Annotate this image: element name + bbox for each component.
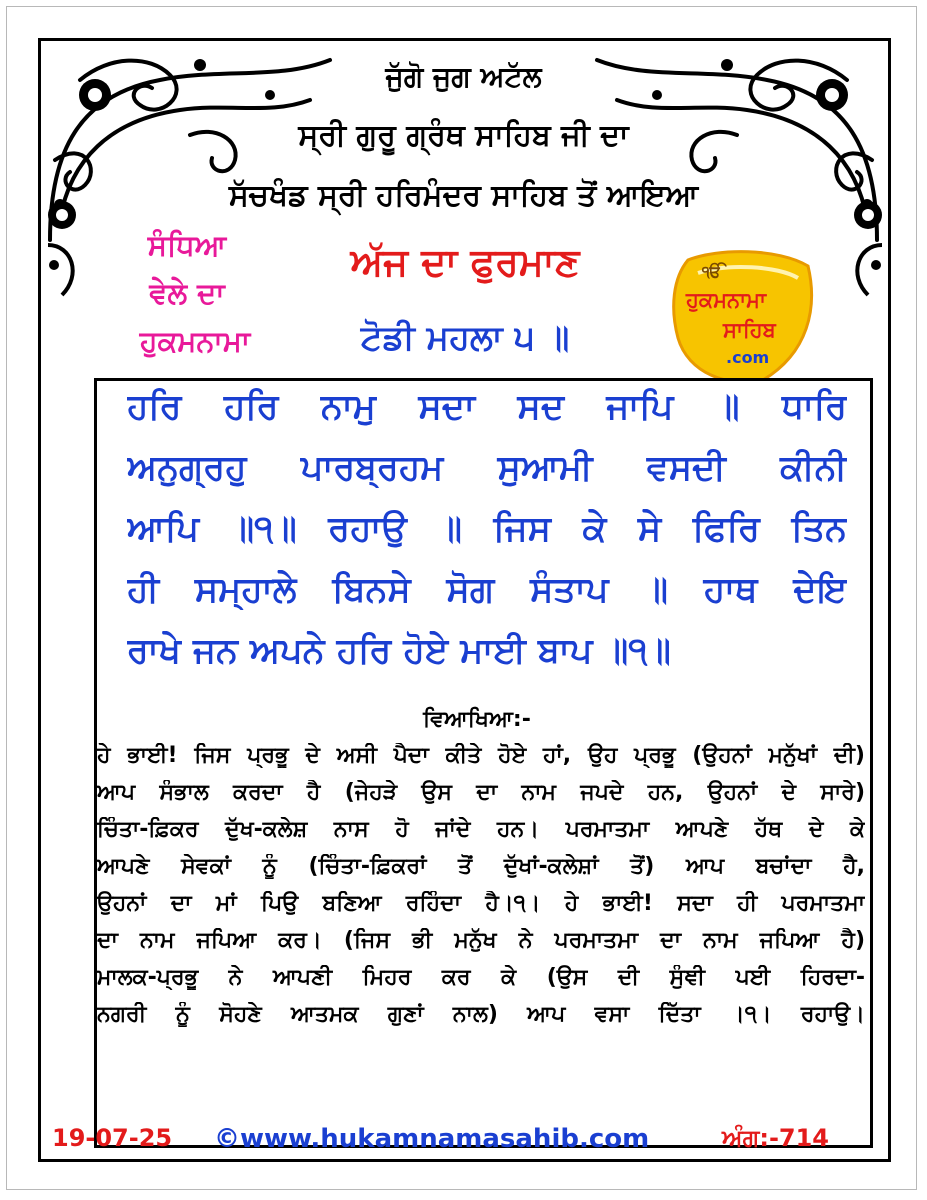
- explanation-line-6: ਦਾ ਨਾਮ ਜਪਿਆ ਕਰ। (ਜਿਸ ਭੀ ਮਨੁੱਖ ਨੇ ਪਰਮਾਤਮਾ ਦਾ ਨਾਮ ਜਪਿਆ ਹੈ): [97, 928, 865, 953]
- explanation-line-1: ਹੇ ਭਾਈ! ਜਿਸ ਪ੍ਰਭੂ ਦੇ ਅਸੀ ਪੈਦਾ ਕੀਤੇ ਹੋਏ ਹਾਂ, ਉਹ ਪ੍ਰਭੂ (ਉਹਨਾਂ ਮਨੁੱਖਾਂ ਦੀ): [97, 743, 865, 768]
- verse-line-2: ਅਨੁਗ੍ਰਹੁ ਪਾਰਬ੍ਰਹਮ ਸੁਆਮੀ ਵਸਦੀ ਕੀਨੀ: [127, 448, 847, 488]
- header-line-2: ਸ੍ਰੀ ਗੁਰੂ ਗ੍ਰੰਥ ਸਾਹਿਬ ਜੀ ਦਾ: [298, 118, 629, 153]
- logo-text-line-1: ਹੁਕਮਨਾਮਾ: [686, 288, 766, 312]
- header-line-1: ਜੁੱਗੋ ਜੁਗ ਅਟੱਲ: [385, 60, 542, 93]
- verse-line-3: ਆਪਿ ॥੧॥ ਰਹਾਉ ॥ ਜਿਸ ਕੇ ਸੇ ਫਿਰਿ ਤਿਨ: [127, 509, 847, 549]
- hukamnama-content-box: [94, 378, 873, 1148]
- evening-label-line-3: ਹੁਕਮਨਾਮਾ: [139, 324, 251, 358]
- logo-ik-onkar: ੴ: [702, 262, 722, 281]
- footer-ang-number: ਅੰਗ:-714: [722, 1124, 830, 1152]
- logo-text-line-3: .com: [726, 348, 770, 367]
- explanation-line-5: ਉਹਨਾਂ ਦਾ ਮਾਂ ਪਿਉ ਬਣਿਆ ਰਹਿੰਦਾ ਹੈ।੧। ਹੇ ਭਾਈ! ਸਦਾ ਹੀ ਪਰਮਾਤਮਾ: [97, 891, 865, 916]
- hukamnama-logo: [668, 248, 818, 388]
- evening-label-line-2: ਵੇਲੇ ਦਾ: [149, 276, 225, 310]
- header-line-3: ਸੱਚਖੰਡ ਸ੍ਰੀ ਹਰਿਮੰਦਰ ਸਾਹਿਬ ਤੋਂ ਆਇਆ: [228, 178, 699, 213]
- explanation-heading: ਵਿਆਖਿਆ:-: [423, 707, 531, 732]
- explanation-line-7: ਮਾਲਕ-ਪ੍ਰਭੂ ਨੇ ਆਪਣੀ ਮਿਹਰ ਕਰ ਕੇ (ਉਸ ਦੀ ਸੁੰਞੀ ਪਈ ਹਿਰਦਾ-: [97, 965, 865, 990]
- verse-line-1: ਹਰਿ ਹਰਿ ਨਾਮੁ ਸਦਾ ਸਦ ਜਾਪਿ ॥ ਧਾਰਿ: [127, 387, 847, 427]
- page-title: ਅੱਜ ਦਾ ਫੁਰਮਾਣ: [350, 240, 580, 284]
- verse-line-5: ਰਾਖੇ ਜਨ ਅਪਨੇ ਹਰਿ ਹੋਏ ਮਾਈ ਬਾਪ ॥੧॥: [127, 631, 671, 671]
- explanation-line-8: ਨਗਰੀ ਨੂੰ ਸੋਹਣੇ ਆਤਮਕ ਗੁਣਾਂ ਨਾਲ) ਆਪ ਵਸਾ ਦਿੱਤਾ ।੧। ਰਹਾਉ।: [97, 1002, 865, 1027]
- explanation-line-2: ਆਪ ਸੰਭਾਲ ਕਰਦਾ ਹੈ (ਜੇਹੜੇ ਉਸ ਦਾ ਨਾਮ ਜਪਦੇ ਹਨ, ਉਹਨਾਂ ਦੇ ਸਾਰੇ): [97, 780, 865, 805]
- footer-website-link[interactable]: ©www.hukamnamasahib.com: [214, 1124, 650, 1154]
- verse-line-4: ਹੀ ਸਮ੍ਹਾਲੇ ਬਿਨਸੇ ਸੋਗ ਸੰਤਾਪ ॥ ਹਾਥ ਦੇਇ: [127, 570, 847, 610]
- logo-text-line-2: ਸਾਹਿਬ: [723, 318, 776, 342]
- evening-label-line-1: ਸੰਧਿਆ: [147, 228, 227, 262]
- raag-title: ਟੋਡੀ ਮਹਲਾ ੫ ॥: [360, 318, 570, 358]
- explanation-line-3: ਚਿੰਤਾ-ਫ਼ਿਕਰ ਦੁੱਖ-ਕਲੇਸ਼ ਨਾਸ ਹੋ ਜਾਂਦੇ ਹਨ। ਪਰਮਾਤਮਾ ਆਪਣੇ ਹੱਥ ਦੇ ਕੇ: [97, 817, 865, 842]
- footer-date: 19-07-25: [52, 1124, 173, 1152]
- explanation-line-4: ਆਪਣੇ ਸੇਵਕਾਂ ਨੂੰ (ਚਿੰਤਾ-ਫ਼ਿਕਰਾਂ ਤੋਂ ਦੁੱਖਾਂ-ਕਲੇਸ਼ਾਂ ਤੋਂ) ਆਪ ਬਚਾਂਦਾ ਹੈ,: [97, 854, 865, 879]
